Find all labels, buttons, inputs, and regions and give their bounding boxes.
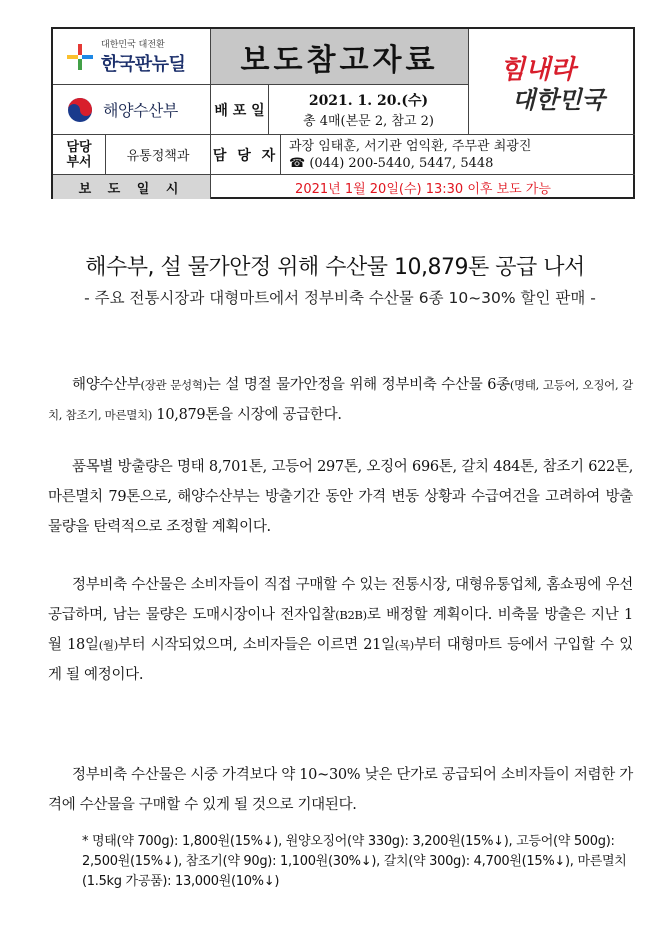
ministry-name: 해양수산부 xyxy=(103,101,178,120)
headline: 해수부, 설 물가안정 위해 수산물 10,879톤 공급 나서 xyxy=(85,255,585,280)
press-header-table xyxy=(51,27,635,199)
p3-part-d: (월) xyxy=(98,638,118,652)
taegeuk-emblem-icon xyxy=(65,95,95,125)
release-date-cell xyxy=(268,84,468,134)
dept-label xyxy=(53,134,105,174)
manager-names: 과장 임태훈, 서기관 엄익환, 주무관 최광진 xyxy=(289,138,532,154)
new-deal-tagline: 대한민국 대전환 xyxy=(101,40,165,50)
new-deal-pinwheel-icon xyxy=(65,42,95,72)
page-count: 총 4매(본문 2, 참고 2) xyxy=(303,114,434,129)
slogan-line-2: 대한민국 xyxy=(512,84,605,114)
manager-cell xyxy=(280,134,635,174)
p1-part-d: (명태, 고등어, 오징어, 갈치, 참조기, 마른멸치) xyxy=(48,378,633,422)
p3-part-b: (B2B) xyxy=(335,608,367,622)
manager-phone: ☎ (044) 200-5440, 5447, 5448 xyxy=(289,155,494,171)
p3-part-f: (목) xyxy=(394,638,414,652)
p3-part-e: 부터 시작되었으며, 소비자들은 이르면 21일 xyxy=(117,637,395,653)
paragraph-2: 품목별 방출량은 명태 8,701톤, 고등어 297톤, 오징어 696톤, 갈치 484톤, 참조기 622톤, 마른멸치 79톤으로, 해양수산부는 방출기간 동안 가격 변동 상황과 수급여건을 고려하여 방출 물량을 탄력적으로 조정할 계획이다. xyxy=(48,459,633,535)
slogan-line-1: 힘내라 xyxy=(500,54,576,85)
manager-label: 담 당 자 xyxy=(210,134,280,174)
embargo-value: 2021년 1월 20일(수) 13:30 이후 보도 가능 xyxy=(210,174,635,199)
paragraph-1 xyxy=(48,370,633,430)
p3-part-c: 로 배정할 계획이다. 비축물 방출은 지난 1월 18일 xyxy=(48,607,633,653)
p3-part-g: 부터 대형마트 등에서 구입할 수 있게 될 예정이다. xyxy=(48,637,633,683)
dept-label-line2: 부서 xyxy=(66,154,92,170)
paragraph-4: 정부비축 수산물은 시중 가격보다 약 10~30% 낮은 단가로 공급되어 소비자들이 저렴한 가격에 수산물을 구매할 수 있게 될 것으로 기대된다. xyxy=(48,767,633,813)
p1-part-a: 해양수산부 xyxy=(72,377,141,393)
new-deal-brand: 한국판뉴딜 xyxy=(101,54,186,75)
slogan-calligraphy xyxy=(468,29,635,134)
dept-label-line1: 담당 xyxy=(66,139,92,155)
embargo-label: 보 도 일 시 xyxy=(53,174,210,199)
release-date: 2021. 1. 20.(수) xyxy=(308,93,429,109)
slogan-art xyxy=(482,42,622,122)
paragraph-3 xyxy=(48,570,633,690)
p1-part-b: (장관 문성혁) xyxy=(140,378,207,392)
price-footnote: * 명태(약 700g): 1,800원(15%↓), 원양오징어(약 330g): 3,200원(15%↓), 고등어(약 500g): 2,500원(15%↓), 참조기(약 90g): 1,100원(30%↓), 갈치(약 300g): 4,700원(15%↓), 마른멸치(1.5kg 가공품): 13,000원(10%↓) xyxy=(82,834,627,889)
release-date-label: 배 포 일 xyxy=(210,84,268,134)
ministry-logo xyxy=(53,84,210,134)
p3-part-a: 정부비축 수산물은 소비자들이 직접 구매할 수 있는 전통시장, 대형유통업체, 홈쇼핑에 우선 공급하며, 남는 물량은 도매시장이나 전자입찰 xyxy=(48,577,633,623)
dept-value: 유통정책과 xyxy=(105,134,210,174)
p1-part-c: 는 설 명절 물가안정을 위해 정부비축 수산물 6종 xyxy=(206,377,510,393)
p1-part-e: 10,879톤을 시장에 공급한다. xyxy=(152,407,342,423)
subheadline: - 주요 전통시장과 대형마트에서 정부비축 수산물 6종 10~30% 할인 판매 - xyxy=(84,289,596,307)
doc-type-band xyxy=(210,29,468,84)
korean-new-deal-logo xyxy=(53,29,210,84)
doc-type-title: 보도참고자료 xyxy=(240,42,439,78)
